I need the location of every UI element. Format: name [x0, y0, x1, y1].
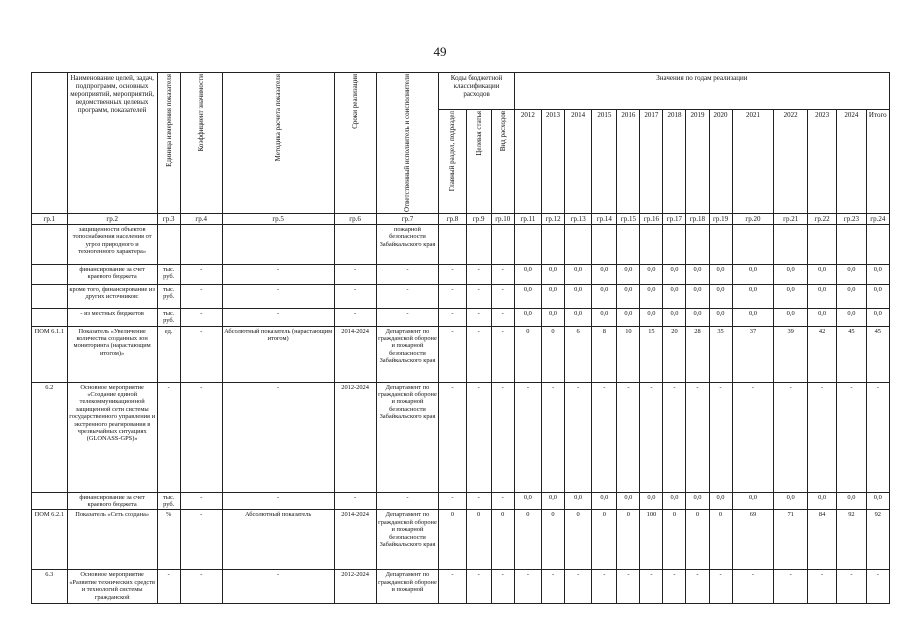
row-num: ПОМ 6.1.1	[32, 326, 68, 382]
row-year-value: -	[565, 570, 592, 604]
row-year-value: 0	[514, 326, 541, 382]
row-name: кроме того, финансирование из других источников:	[67, 285, 157, 309]
row-year-value: 0,0	[837, 492, 866, 510]
row-coef	[180, 225, 222, 265]
row-year-value: 0,0	[617, 265, 640, 285]
row-responsible: -	[376, 285, 439, 309]
header-year: 2017	[640, 110, 663, 214]
row-year-value: 0,0	[542, 492, 565, 510]
row-year-value: 0,0	[663, 309, 686, 327]
row-main-section: -	[439, 382, 466, 492]
header-year: 2020	[709, 110, 732, 214]
row-year-value: 0,0	[774, 492, 808, 510]
row-unit: тыс. руб.	[157, 309, 180, 327]
row-year-value: 39	[774, 326, 808, 382]
row-coef: -	[180, 326, 222, 382]
row-year-value: -	[640, 570, 663, 604]
row-responsible: Департамент по гражданской обороне и пожарной	[376, 570, 439, 604]
row-num	[32, 492, 68, 510]
row-responsible: -	[376, 309, 439, 327]
row-main-section: -	[439, 285, 466, 309]
row-name: - из местных бюджетов	[67, 309, 157, 327]
row-year-value: 0,0	[807, 309, 836, 327]
row-year-value: 0,0	[663, 265, 686, 285]
row-year-value: -	[709, 382, 732, 492]
row-year-value: 0,0	[732, 309, 774, 327]
row-unit	[157, 225, 180, 265]
row-year-value: -	[807, 382, 836, 492]
row-terms: -	[334, 285, 376, 309]
row-year-value: 71	[774, 510, 808, 570]
row-year-value: 0,0	[807, 285, 836, 309]
header-coef: Коэффициент значимости	[180, 73, 222, 214]
table-row	[32, 285, 890, 309]
row-year-value: 0,0	[774, 285, 808, 309]
row-year-value: 0	[514, 510, 541, 570]
row-year-value: 0,0	[592, 265, 617, 285]
column-number: гр.9	[466, 213, 491, 224]
column-number: гр.1	[32, 213, 68, 224]
row-method: -	[222, 285, 334, 309]
column-number: гр.23	[837, 213, 866, 224]
header-expense-type: Вид расходов	[491, 110, 514, 214]
row-year-value: -	[709, 570, 732, 604]
table-row	[32, 309, 890, 327]
row-responsible: Департамент по гражданской обороне и пожарной безопасности Забайкальского края	[376, 510, 439, 570]
row-method: Абсолютный показатель	[222, 510, 334, 570]
row-expense-type	[491, 225, 514, 265]
column-number: гр.13	[565, 213, 592, 224]
row-method	[222, 225, 334, 265]
header-year: 2015	[592, 110, 617, 214]
row-year-value: 0,0	[617, 309, 640, 327]
table-row	[32, 326, 890, 382]
row-year-value: 0	[709, 510, 732, 570]
row-year-value: -	[514, 382, 541, 492]
row-year-value: -	[807, 570, 836, 604]
row-unit: тыс. руб.	[157, 265, 180, 285]
row-unit: -	[157, 570, 180, 604]
column-number: гр.2	[67, 213, 157, 224]
row-year-value: -	[542, 382, 565, 492]
row-num: 6.2	[32, 382, 68, 492]
row-year-value: 0	[542, 326, 565, 382]
row-expense-type: -	[491, 326, 514, 382]
row-year-value: -	[514, 570, 541, 604]
table-row	[32, 382, 890, 492]
row-year-value: -	[617, 382, 640, 492]
row-name: финансирование за счет краевого бюджета	[67, 492, 157, 510]
row-method: -	[222, 309, 334, 327]
header-budget-codes: Коды бюджетной классификации расходов	[439, 73, 514, 110]
row-method: -	[222, 382, 334, 492]
row-name: защищенности объектов топоснабжения населения от угроз природного и техногенного характера»	[67, 225, 157, 265]
row-year-value: 0,0	[617, 492, 640, 510]
row-year-value: 0,0	[837, 309, 866, 327]
column-number: гр.15	[617, 213, 640, 224]
row-name: Основное мероприятие «Создание единой телекоммуникационной защищенной сети системы государственного управления и экстренного реагирования в чрезвычайных ситуациях (GLONASS-GPS)»	[67, 382, 157, 492]
header-method: Методика расчета показателя	[222, 73, 334, 214]
row-target-item: -	[466, 265, 491, 285]
row-expense-type: 0	[491, 510, 514, 570]
row-year-value: 45	[837, 326, 866, 382]
row-year-value: 0,0	[514, 309, 541, 327]
row-year-value: 8	[592, 326, 617, 382]
row-year-value: 0,0	[640, 492, 663, 510]
row-year-value: 0	[565, 510, 592, 570]
row-year-value: 0,0	[686, 285, 709, 309]
row-year-value	[514, 225, 541, 265]
row-year-value: -	[732, 570, 774, 604]
row-terms: 2014-2024	[334, 326, 376, 382]
row-num	[32, 285, 68, 309]
column-number: гр.14	[592, 213, 617, 224]
row-year-value: 0,0	[732, 265, 774, 285]
row-year-value: -	[774, 382, 808, 492]
header-year: 2018	[663, 110, 686, 214]
row-year-value	[774, 225, 808, 265]
row-year-value: 0,0	[837, 265, 866, 285]
row-terms	[334, 225, 376, 265]
column-number: гр.7	[376, 213, 439, 224]
header-unit: Единица измерения показателя	[157, 73, 180, 214]
row-year-value: 0,0	[807, 492, 836, 510]
row-year-value: 0,0	[686, 309, 709, 327]
row-year-value: 0,0	[663, 492, 686, 510]
header-num	[32, 73, 68, 214]
row-unit: ед.	[157, 326, 180, 382]
row-year-value: 0,0	[565, 265, 592, 285]
row-unit: тыс. руб.	[157, 285, 180, 309]
header-year: 2019	[686, 110, 709, 214]
row-year-value: 0,0	[866, 265, 889, 285]
row-year-value: 0,0	[514, 265, 541, 285]
row-year-value: 0	[542, 510, 565, 570]
header-values-by-year: Значения по годам реализации	[514, 73, 889, 110]
column-number: гр.16	[640, 213, 663, 224]
table-row	[32, 570, 890, 604]
row-responsible: -	[376, 492, 439, 510]
row-coef: -	[180, 309, 222, 327]
row-name: Основное мероприятие «Развитие технических средств и технологий системы гражданской	[67, 570, 157, 604]
row-year-value: -	[663, 570, 686, 604]
row-year-value	[837, 225, 866, 265]
row-terms: -	[334, 492, 376, 510]
row-year-value: -	[686, 570, 709, 604]
row-year-value: 0	[663, 510, 686, 570]
row-main-section: -	[439, 309, 466, 327]
row-main-section: -	[439, 265, 466, 285]
row-year-value: 0,0	[617, 285, 640, 309]
column-number: гр.5	[222, 213, 334, 224]
row-target-item: -	[466, 285, 491, 309]
row-year-value: -	[686, 382, 709, 492]
row-year-value: -	[592, 570, 617, 604]
row-target-item: -	[466, 382, 491, 492]
row-year-value	[663, 225, 686, 265]
row-coef: -	[180, 285, 222, 309]
row-main-section	[439, 225, 466, 265]
row-year-value: 0,0	[732, 285, 774, 309]
row-year-value: 15	[640, 326, 663, 382]
column-number: гр.12	[542, 213, 565, 224]
header-year: 2021	[732, 110, 774, 214]
row-responsible: -	[376, 265, 439, 285]
column-number: гр.4	[180, 213, 222, 224]
row-terms: 2012-2024	[334, 570, 376, 604]
row-year-value: 0,0	[774, 309, 808, 327]
column-number: гр.22	[807, 213, 836, 224]
row-coef: -	[180, 382, 222, 492]
row-target-item	[466, 225, 491, 265]
row-year-value	[686, 225, 709, 265]
row-coef: -	[180, 492, 222, 510]
row-year-value: -	[663, 382, 686, 492]
table-row	[32, 265, 890, 285]
row-target-item: -	[466, 492, 491, 510]
row-year-value: 0,0	[542, 285, 565, 309]
column-number: гр.18	[686, 213, 709, 224]
row-name: финансирование за счет краевого бюджета	[67, 265, 157, 285]
row-method: -	[222, 570, 334, 604]
row-coef: -	[180, 510, 222, 570]
row-unit: %	[157, 510, 180, 570]
column-number: гр.3	[157, 213, 180, 224]
row-year-value: 37	[732, 326, 774, 382]
row-main-section: -	[439, 326, 466, 382]
header-year: Итого	[866, 110, 889, 214]
row-year-value: 10	[617, 326, 640, 382]
row-main-section: -	[439, 492, 466, 510]
row-year-value: 69	[732, 510, 774, 570]
row-year-value: 0,0	[774, 265, 808, 285]
header-year: 2012	[514, 110, 541, 214]
row-main-section: -	[439, 570, 466, 604]
row-year-value: 0,0	[837, 285, 866, 309]
row-year-value: 6	[565, 326, 592, 382]
row-year-value: -	[617, 570, 640, 604]
row-num: 6.3	[32, 570, 68, 604]
row-year-value: 0,0	[640, 309, 663, 327]
header-name: Наименование целей, задач, подпрограмм, основных мероприятий, мероприятий, ведомственных целевых программ, показателей	[67, 73, 157, 214]
header-year: 2022	[774, 110, 808, 214]
row-year-value: 0,0	[732, 492, 774, 510]
table-row	[32, 492, 890, 510]
column-number: гр.21	[774, 213, 808, 224]
row-terms: 2014-2024	[334, 510, 376, 570]
row-target-item: -	[466, 309, 491, 327]
row-year-value: 0,0	[709, 309, 732, 327]
row-year-value	[807, 225, 836, 265]
row-year-value: 42	[807, 326, 836, 382]
row-year-value: -	[640, 382, 663, 492]
row-year-value: 0,0	[640, 265, 663, 285]
row-year-value: 92	[837, 510, 866, 570]
row-year-value: 0,0	[592, 285, 617, 309]
column-number: гр.20	[732, 213, 774, 224]
row-expense-type: -	[491, 309, 514, 327]
row-expense-type: -	[491, 265, 514, 285]
row-unit: -	[157, 382, 180, 492]
row-year-value: -	[866, 382, 889, 492]
header-terms: Сроки реализации	[334, 73, 376, 214]
header-year: 2016	[617, 110, 640, 214]
header-target-item: Целевая статья	[466, 110, 491, 214]
row-year-value	[640, 225, 663, 265]
row-year-value: 35	[709, 326, 732, 382]
row-year-value: -	[837, 382, 866, 492]
column-number: гр.19	[709, 213, 732, 224]
row-target-item: -	[466, 326, 491, 382]
row-year-value: 0	[617, 510, 640, 570]
row-year-value	[542, 225, 565, 265]
row-responsible: Департамент по гражданской обороне и пожарной безопасности Забайкальского края	[376, 326, 439, 382]
row-expense-type: -	[491, 382, 514, 492]
row-name: Показатель «Сеть создана»	[67, 510, 157, 570]
row-year-value: 0	[592, 510, 617, 570]
row-year-value: -	[837, 570, 866, 604]
row-expense-type: -	[491, 492, 514, 510]
row-terms: 2012-2024	[334, 382, 376, 492]
row-year-value: 0,0	[866, 285, 889, 309]
header-year: 2024	[837, 110, 866, 214]
column-number: гр.17	[663, 213, 686, 224]
row-responsible: пожарной безопасности Забайкальского края	[376, 225, 439, 265]
row-year-value: 0,0	[565, 309, 592, 327]
row-target-item: 0	[466, 510, 491, 570]
row-year-value: 0,0	[866, 492, 889, 510]
column-number: гр.11	[514, 213, 541, 224]
row-year-value: 100	[640, 510, 663, 570]
row-year-value: -	[592, 382, 617, 492]
row-coef: -	[180, 570, 222, 604]
row-year-value: 0,0	[592, 309, 617, 327]
row-year-value	[866, 225, 889, 265]
row-num	[32, 265, 68, 285]
row-terms: -	[334, 309, 376, 327]
row-year-value	[732, 225, 774, 265]
row-target-item: -	[466, 570, 491, 604]
header-resp: Ответственный исполнитель и соисполнители	[376, 73, 439, 214]
row-expense-type: -	[491, 285, 514, 309]
table-row	[32, 225, 890, 265]
row-year-value: 0,0	[709, 492, 732, 510]
header-year: 2013	[542, 110, 565, 214]
row-year-value: -	[542, 570, 565, 604]
row-year-value: 0,0	[866, 309, 889, 327]
page-number: 49	[433, 44, 447, 59]
row-year-value: 0,0	[542, 265, 565, 285]
row-year-value: 20	[663, 326, 686, 382]
row-year-value: 84	[807, 510, 836, 570]
row-year-value: -	[732, 382, 774, 492]
row-year-value: 0,0	[807, 265, 836, 285]
row-terms: -	[334, 265, 376, 285]
row-responsible: Департамент по гражданской обороне и пожарной безопасности Забайкальского края	[376, 382, 439, 492]
row-year-value: 0,0	[565, 492, 592, 510]
row-year-value: 0,0	[514, 492, 541, 510]
header-main-section: Главный раздел, подраздел	[439, 110, 466, 214]
row-year-value: 45	[866, 326, 889, 382]
header-year: 2014	[565, 110, 592, 214]
row-unit: тыс. руб.	[157, 492, 180, 510]
row-year-value: -	[565, 382, 592, 492]
row-year-value: 0,0	[686, 265, 709, 285]
indicators-table	[31, 72, 890, 604]
column-number: гр.8	[439, 213, 466, 224]
row-year-value: 0,0	[565, 285, 592, 309]
row-num: ПОМ 6.2.1	[32, 510, 68, 570]
row-main-section: 0	[439, 510, 466, 570]
row-year-value: 0,0	[709, 285, 732, 309]
row-year-value: 0,0	[663, 285, 686, 309]
column-number: гр.24	[866, 213, 889, 224]
row-year-value: 0	[686, 510, 709, 570]
header-year: 2023	[807, 110, 836, 214]
row-year-value: 28	[686, 326, 709, 382]
row-year-value: -	[866, 570, 889, 604]
table-row	[32, 510, 890, 570]
row-year-value: 92	[866, 510, 889, 570]
row-coef: -	[180, 265, 222, 285]
row-year-value: 0,0	[514, 285, 541, 309]
row-year-value: -	[774, 570, 808, 604]
row-year-value: 0,0	[592, 492, 617, 510]
row-year-value	[617, 225, 640, 265]
row-expense-type: -	[491, 570, 514, 604]
row-year-value	[592, 225, 617, 265]
row-year-value: 0,0	[686, 492, 709, 510]
row-method: -	[222, 265, 334, 285]
row-method: -	[222, 492, 334, 510]
row-method: Абсолютный показатель (нарастающим итогом)	[222, 326, 334, 382]
row-year-value: 0,0	[542, 309, 565, 327]
column-number: гр.10	[491, 213, 514, 224]
row-year-value: 0,0	[640, 285, 663, 309]
row-num	[32, 309, 68, 327]
row-year-value: 0,0	[709, 265, 732, 285]
row-num	[32, 225, 68, 265]
row-year-value	[565, 225, 592, 265]
row-year-value	[709, 225, 732, 265]
row-name: Показатель «Увеличение количества созданных зон мониторинга (нарастающим итогом)»	[67, 326, 157, 382]
column-number: гр.6	[334, 213, 376, 224]
